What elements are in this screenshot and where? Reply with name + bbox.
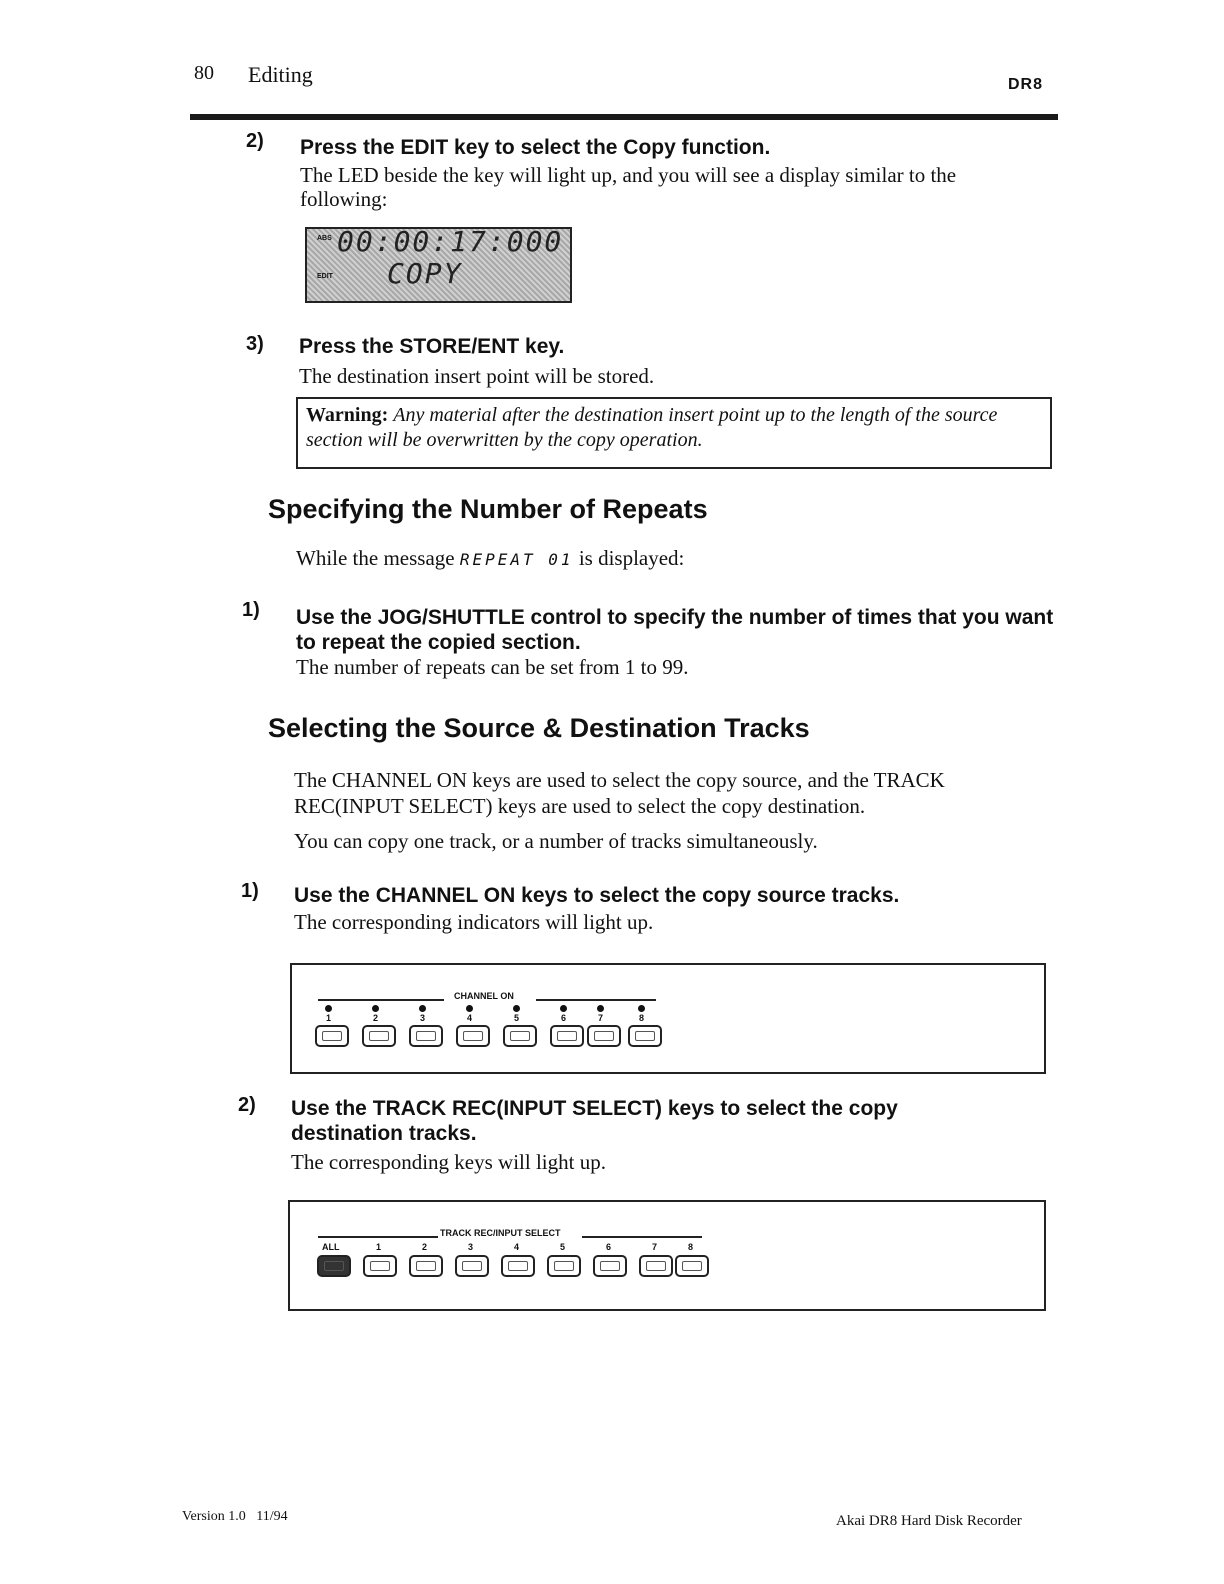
track-key-label: 5 — [560, 1242, 566, 1252]
warning-text: Any material after the destination insert point up to the length of the source section will be overwritten by the copy operation. — [306, 404, 998, 451]
channel-led — [638, 1005, 645, 1012]
step-number: 1) — [241, 880, 259, 902]
tracks-para-2: You can copy one track, or a number of tracks simultaneously. — [294, 829, 818, 853]
track-key-label: 6 — [606, 1242, 612, 1252]
track-rec-all-key[interactable] — [317, 1255, 351, 1277]
step-number: 3) — [246, 333, 264, 355]
channel-led — [372, 1005, 379, 1012]
channel-number: 8 — [639, 1013, 645, 1023]
step-body: The corresponding indicators will light up. — [294, 910, 654, 934]
track-key-label: 1 — [376, 1242, 382, 1252]
section-heading: Specifying the Number of Repeats — [268, 494, 708, 524]
channel-on-key-2[interactable] — [362, 1025, 396, 1047]
label-rule-left — [318, 1236, 438, 1238]
channel-number: 7 — [598, 1013, 604, 1023]
track-key-label: 7 — [652, 1242, 658, 1252]
channel-on-label: CHANNEL ON — [454, 991, 514, 1001]
step-title: Press the STORE/ENT key. — [299, 335, 565, 358]
channel-on-key-7[interactable] — [587, 1025, 621, 1047]
page-number: 80 — [194, 62, 214, 84]
label-rule-right — [582, 1236, 702, 1238]
warning-box — [296, 397, 1052, 469]
repeat-display-message: REPEAT 01 — [459, 550, 574, 569]
footer-product: Akai DR8 Hard Disk Recorder — [836, 1513, 1022, 1529]
header-rule — [190, 114, 1058, 120]
label-rule-left — [318, 999, 444, 1001]
step-title: Use the TRACK REC(INPUT SELECT) keys to select the copy destination tracks. — [291, 1097, 898, 1145]
step-body: The number of repeats can be set from 1 to 99. — [296, 655, 689, 679]
channel-on-key-8[interactable] — [628, 1025, 662, 1047]
step-body: The LED beside the key will light up, and you will see a display similar to the following: — [300, 163, 957, 211]
channel-number: 5 — [514, 1013, 520, 1023]
channel-on-key-3[interactable] — [409, 1025, 443, 1047]
lcd-mode: COPY — [387, 257, 463, 290]
track-key-label: ALL — [322, 1242, 340, 1252]
track-rec-diagram — [288, 1200, 1046, 1311]
warning-label: Warning: — [306, 404, 389, 426]
channel-number: 2 — [373, 1013, 379, 1023]
channel-led — [513, 1005, 520, 1012]
repeat-intro-suffix: is displayed: — [578, 546, 685, 570]
lcd-abs-label: ABS — [317, 235, 332, 242]
label-rule-right — [536, 999, 656, 1001]
channel-on-key-4[interactable] — [456, 1025, 490, 1047]
track-rec-key-2[interactable] — [409, 1255, 443, 1277]
step-body: The corresponding keys will light up. — [291, 1150, 606, 1174]
lcd-time: 00:00:17:000 — [337, 225, 564, 258]
step-title: Use the JOG/SHUTTLE control to specify the number of times that you want to repeat the copied section. — [296, 606, 1054, 654]
section-heading: Selecting the Source & Destination Tracks — [268, 713, 810, 743]
step-number: 2) — [246, 130, 264, 152]
channel-on-diagram — [290, 963, 1046, 1074]
track-rec-key-4[interactable] — [501, 1255, 535, 1277]
track-rec-label: TRACK REC/INPUT SELECT — [440, 1228, 561, 1238]
channel-on-key-5[interactable] — [503, 1025, 537, 1047]
channel-number: 3 — [420, 1013, 426, 1023]
channel-on-key-1[interactable] — [315, 1025, 349, 1047]
step-body: The destination insert point will be stored. — [299, 364, 655, 388]
channel-led — [560, 1005, 567, 1012]
step-title: Use the CHANNEL ON keys to select the copy source tracks. — [294, 884, 900, 907]
step-number: 1) — [242, 599, 260, 621]
track-rec-key-3[interactable] — [455, 1255, 489, 1277]
section-name: Editing — [248, 62, 313, 87]
track-rec-key-1[interactable] — [363, 1255, 397, 1277]
track-rec-key-7[interactable] — [639, 1255, 673, 1277]
channel-led — [466, 1005, 473, 1012]
channel-led — [325, 1005, 332, 1012]
track-key-label: 8 — [688, 1242, 694, 1252]
repeat-intro — [296, 546, 684, 572]
tracks-para-1: The CHANNEL ON keys are used to select the copy source, and the TRACK REC(INPUT SELECT) keys are used to select the copy destination. — [294, 768, 945, 818]
channel-number: 6 — [561, 1013, 567, 1023]
lcd-display — [305, 227, 572, 303]
step-number: 2) — [238, 1094, 256, 1116]
track-key-label: 3 — [468, 1242, 474, 1252]
track-rec-key-8[interactable] — [675, 1255, 709, 1277]
dr8-logo: DR8 — [1008, 76, 1044, 93]
footer-version: Version 1.0 11/94 — [182, 1509, 288, 1524]
track-key-label: 4 — [514, 1242, 520, 1252]
lcd-edit-label: EDIT — [317, 273, 333, 280]
channel-led — [597, 1005, 604, 1012]
repeat-intro-prefix: While the message — [296, 546, 455, 570]
track-rec-key-5[interactable] — [547, 1255, 581, 1277]
step-title: Press the EDIT key to select the Copy function. — [300, 136, 771, 159]
channel-led — [419, 1005, 426, 1012]
channel-on-key-6[interactable] — [550, 1025, 584, 1047]
track-rec-key-6[interactable] — [593, 1255, 627, 1277]
channel-number: 4 — [467, 1013, 473, 1023]
track-key-label: 2 — [422, 1242, 428, 1252]
channel-number: 1 — [326, 1013, 332, 1023]
